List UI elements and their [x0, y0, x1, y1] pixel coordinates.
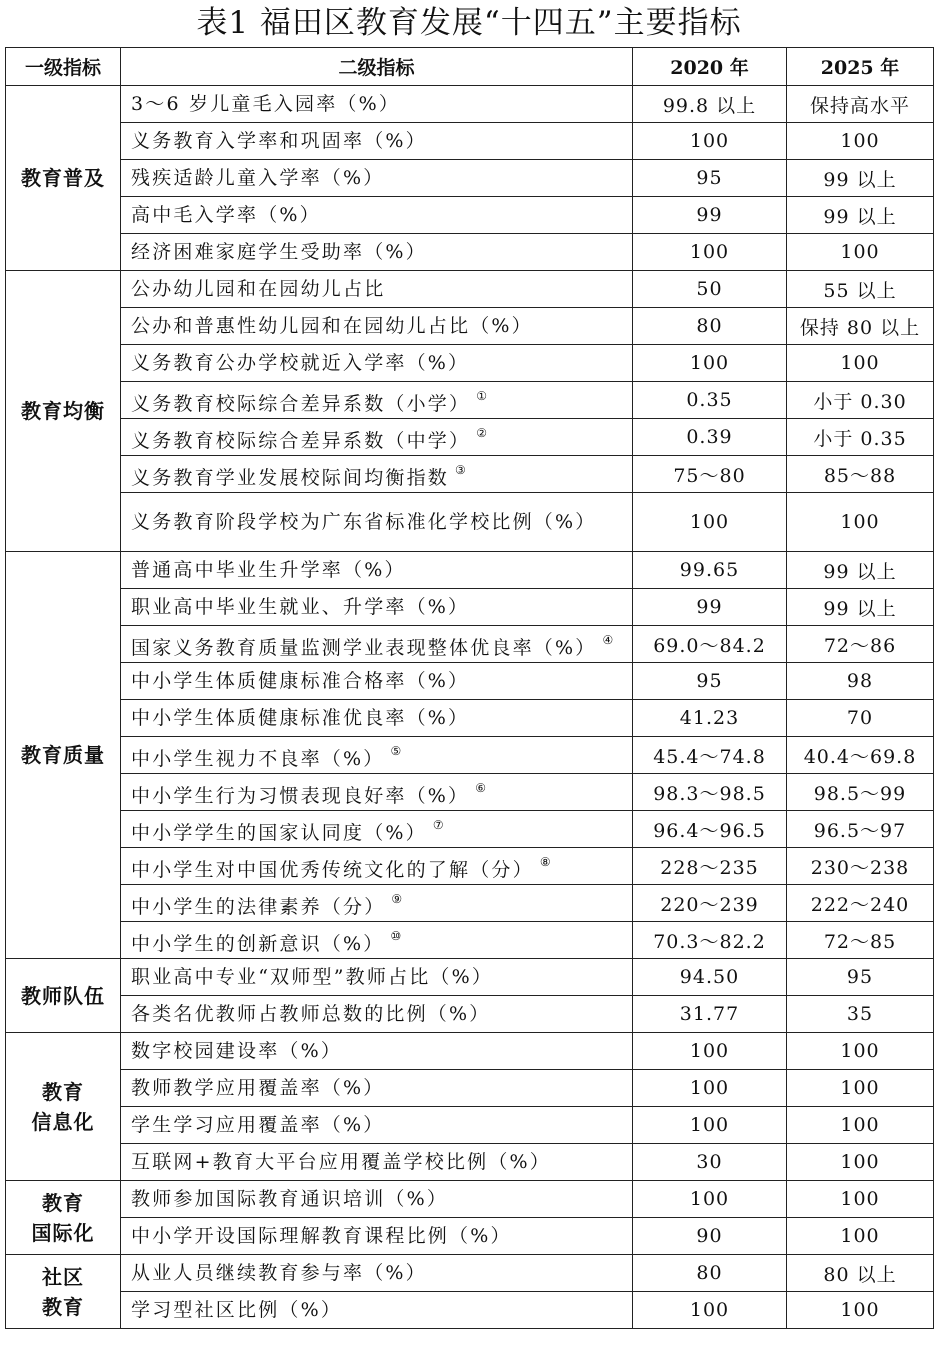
indicator-label: 中小学生的创新意识（%）	[131, 932, 385, 955]
value-2025: 99 以上	[787, 589, 934, 626]
indicator-cell	[121, 885, 633, 922]
value-2020: 99	[633, 589, 787, 626]
indicator-cell	[121, 234, 633, 271]
indicator-cell	[121, 123, 633, 160]
value-2025: 85～88	[787, 456, 934, 493]
value-2020: 95	[633, 663, 787, 700]
value-2020: 228～235	[633, 848, 787, 885]
footnote-mark: ⑧	[539, 854, 551, 869]
value-2025: 70	[787, 700, 934, 737]
category-label: 教育普及	[21, 166, 105, 190]
value-2025: 98.5～99	[787, 774, 934, 811]
table-row	[6, 811, 934, 848]
indicator-cell	[121, 1218, 633, 1255]
indicator-label: 中小学学生的国家认同度（%）	[131, 821, 427, 844]
category-label: 社区 教育	[42, 1264, 84, 1319]
value-2025: 72～85	[787, 922, 934, 959]
indicator-label: 义务教育学业发展校际间均衡指数	[131, 466, 450, 489]
indicator-label: 3～6 岁儿童毛入园率（%）	[131, 92, 401, 115]
value-2025: 100	[787, 345, 934, 382]
value-2020: 99	[633, 197, 787, 234]
value-2025: 小于 0.30	[787, 382, 934, 419]
table-row	[6, 996, 934, 1033]
indicator-label: 教师教学应用覆盖率（%）	[131, 1076, 385, 1099]
table-row	[6, 456, 934, 493]
footnote-mark: ④	[602, 632, 614, 647]
indicator-label: 数字校园建设率（%）	[131, 1039, 343, 1062]
indicator-cell	[121, 589, 633, 626]
indicator-label: 义务教育入学率和巩固率（%）	[131, 129, 427, 152]
table-row	[6, 1292, 934, 1329]
value-2025: 100	[787, 1218, 934, 1255]
header-row	[6, 48, 934, 86]
header-level2: 二级指标	[121, 48, 633, 86]
indicator-label: 教师参加国际教育通识培训（%）	[131, 1187, 449, 1210]
value-2020: 100	[633, 1033, 787, 1070]
value-2025: 小于 0.35	[787, 419, 934, 456]
value-2025: 100	[787, 1144, 934, 1181]
value-2025: 100	[787, 1292, 934, 1329]
value-2025: 96.5～97	[787, 811, 934, 848]
value-2025: 80 以上	[787, 1255, 934, 1292]
table-row	[6, 345, 934, 382]
indicator-cell	[121, 1181, 633, 1218]
value-2020: 80	[633, 308, 787, 345]
value-2020: 30	[633, 1144, 787, 1181]
table-row	[6, 197, 934, 234]
header-level1: 一级指标	[6, 48, 121, 86]
indicator-cell	[121, 86, 633, 123]
footnote-mark: ⑤	[390, 743, 402, 758]
category-cell	[6, 86, 121, 271]
value-2025: 100	[787, 493, 934, 552]
category-label: 教育均衡	[21, 399, 105, 423]
category-cell	[6, 1255, 121, 1329]
value-2025: 98	[787, 663, 934, 700]
header-2020: 2020 年	[633, 48, 787, 86]
value-2020: 31.77	[633, 996, 787, 1033]
indicator-label: 义务教育校际综合差异系数（中学）	[131, 429, 471, 452]
table-row	[6, 271, 934, 308]
indicator-cell	[121, 811, 633, 848]
footnote-mark: ⑩	[390, 928, 402, 943]
indicator-label: 从业人员继续教育参与率（%）	[131, 1261, 427, 1284]
footnote-mark: ⑦	[432, 817, 444, 832]
table-body	[6, 86, 934, 1329]
indicator-label: 中小学生视力不良率（%）	[131, 747, 385, 770]
indicator-label: 国家义务教育质量监测学业表现整体优良率（%）	[131, 636, 597, 659]
category-label: 教师队伍	[21, 983, 105, 1008]
header-2025: 2025 年	[787, 48, 934, 86]
indicator-cell	[121, 1144, 633, 1181]
category-cell	[6, 552, 121, 959]
category-cell	[6, 1033, 121, 1181]
indicator-label: 义务教育公办学校就近入学率（%）	[131, 351, 470, 374]
value-2020: 70.3～82.2	[633, 922, 787, 959]
table-row	[6, 234, 934, 271]
table-row	[6, 1144, 934, 1181]
indicator-label: 公办和普惠性幼儿园和在园幼儿占比（%）	[131, 314, 533, 337]
value-2025: 保持高水平	[787, 86, 934, 123]
value-2025: 100	[787, 1070, 934, 1107]
indicator-cell	[121, 271, 633, 308]
category-label: 教育 信息化	[31, 1079, 95, 1134]
footnote-mark: ③	[455, 462, 466, 477]
indicator-label: 学生学习应用覆盖率（%）	[131, 1113, 385, 1136]
table-row	[6, 1033, 934, 1070]
value-2020: 96.4～96.5	[633, 811, 787, 848]
indicator-cell	[121, 308, 633, 345]
table-row	[6, 1107, 934, 1144]
table-row	[6, 86, 934, 123]
indicator-cell	[121, 663, 633, 700]
indicator-cell	[121, 552, 633, 589]
value-2020: 100	[633, 1070, 787, 1107]
indicator-cell	[121, 626, 633, 663]
indicator-label: 学习型社区比例（%）	[131, 1298, 343, 1321]
indicator-label: 中小学生对中国优秀传统文化的了解（分）	[131, 858, 534, 881]
table-row	[6, 419, 934, 456]
value-2020: 80	[633, 1255, 787, 1292]
indicator-cell	[121, 737, 633, 774]
indicator-label: 各类名优教师占教师总数的比例（%）	[131, 1002, 491, 1025]
indicator-cell	[121, 848, 633, 885]
table-row	[6, 737, 934, 774]
value-2020: 99.65	[633, 552, 787, 589]
table-title: 表1 福田区教育发展“十四五”主要指标	[196, 5, 742, 41]
indicator-label: 互联网+教育大平台应用覆盖学校比例（%）	[131, 1150, 551, 1173]
value-2025: 100	[787, 123, 934, 160]
indicator-cell	[121, 996, 633, 1033]
indicator-cell	[121, 1070, 633, 1107]
indicator-cell	[121, 1033, 633, 1070]
table-row	[6, 922, 934, 959]
value-2020: 50	[633, 271, 787, 308]
table-row	[6, 663, 934, 700]
value-2020: 69.0～84.2	[633, 626, 787, 663]
indicator-label: 职业高中专业“双师型”教师占比（%）	[131, 965, 494, 988]
value-2025: 99 以上	[787, 552, 934, 589]
indicator-cell	[121, 382, 633, 419]
value-2025: 100	[787, 1107, 934, 1144]
value-2020: 90	[633, 1218, 787, 1255]
value-2025: 222～240	[787, 885, 934, 922]
indicator-cell	[121, 959, 633, 996]
value-2020: 100	[633, 345, 787, 382]
table-row	[6, 626, 934, 663]
table-row	[6, 493, 934, 552]
value-2025: 55 以上	[787, 271, 934, 308]
category-cell	[6, 959, 121, 1033]
table-row	[6, 382, 934, 419]
indicator-label: 中小学生的法律素养（分）	[131, 895, 386, 918]
value-2025: 100	[787, 234, 934, 271]
footnote-mark: ⑥	[475, 780, 487, 795]
value-2020: 100	[633, 234, 787, 271]
value-2020: 99.8 以上	[633, 86, 787, 123]
value-2020: 100	[633, 493, 787, 552]
value-2020: 220～239	[633, 885, 787, 922]
table-row	[6, 1070, 934, 1107]
indicator-cell	[121, 493, 633, 552]
table-row	[6, 774, 934, 811]
value-2020: 98.3～98.5	[633, 774, 787, 811]
value-2025: 99 以上	[787, 197, 934, 234]
value-2020: 100	[633, 1181, 787, 1218]
table-row	[6, 700, 934, 737]
indicator-cell	[121, 1255, 633, 1292]
table-row	[6, 1255, 934, 1292]
value-2020: 95	[633, 160, 787, 197]
indicator-cell	[121, 197, 633, 234]
value-2025: 100	[787, 1033, 934, 1070]
category-cell	[6, 1181, 121, 1255]
indicator-cell	[121, 160, 633, 197]
value-2025: 72～86	[787, 626, 934, 663]
indicator-cell	[121, 1292, 633, 1329]
footnote-mark: ②	[476, 425, 487, 440]
indicator-cell	[121, 1107, 633, 1144]
indicator-cell	[121, 922, 633, 959]
table-row	[6, 1181, 934, 1218]
footnote-mark: ①	[476, 388, 487, 403]
value-2020: 94.50	[633, 959, 787, 996]
value-2025: 99 以上	[787, 160, 934, 197]
indicator-label: 义务教育校际综合差异系数（小学）	[131, 392, 471, 415]
value-2025: 230～238	[787, 848, 934, 885]
value-2020: 0.35	[633, 382, 787, 419]
table-row	[6, 552, 934, 589]
value-2025: 100	[787, 1181, 934, 1218]
indicator-label: 中小学生行为习惯表现良好率（%）	[131, 784, 470, 807]
category-label: 教育质量	[21, 743, 105, 767]
table-row	[6, 1218, 934, 1255]
category-cell	[6, 271, 121, 552]
indicator-cell	[121, 700, 633, 737]
indicators-table	[5, 47, 934, 1329]
indicator-label: 中小学开设国际理解教育课程比例（%）	[131, 1224, 512, 1247]
value-2020: 41.23	[633, 700, 787, 737]
value-2020: 100	[633, 123, 787, 160]
indicator-label: 义务教育阶段学校为广东省标准化学校比例（%）	[131, 510, 597, 533]
indicator-label: 中小学生体质健康标准合格率（%）	[131, 669, 470, 692]
table-row	[6, 885, 934, 922]
value-2025: 保持 80 以上	[787, 308, 934, 345]
indicator-label: 残疾适龄儿童入学率（%）	[131, 166, 385, 189]
indicator-label: 经济困难家庭学生受助率（%）	[131, 240, 427, 263]
footnote-mark: ⑨	[391, 891, 403, 906]
indicator-label: 公办幼儿园和在园幼儿占比	[131, 277, 386, 300]
table-row	[6, 308, 934, 345]
indicator-cell	[121, 345, 633, 382]
table-row	[6, 589, 934, 626]
table-row	[6, 848, 934, 885]
value-2020: 75～80	[633, 456, 787, 493]
value-2020: 45.4～74.8	[633, 737, 787, 774]
indicator-label: 中小学生体质健康标准优良率（%）	[131, 706, 470, 729]
category-label: 教育 国际化	[31, 1190, 95, 1245]
indicator-cell	[121, 419, 633, 456]
value-2020: 100	[633, 1107, 787, 1144]
value-2020: 100	[633, 1292, 787, 1329]
indicator-cell	[121, 774, 633, 811]
value-2025: 35	[787, 996, 934, 1033]
indicator-label: 职业高中毕业生就业、升学率（%）	[131, 595, 470, 618]
value-2020: 0.39	[633, 419, 787, 456]
indicator-cell	[121, 456, 633, 493]
table-row	[6, 123, 934, 160]
indicator-label: 普通高中毕业生升学率（%）	[131, 558, 406, 581]
value-2025: 40.4～69.8	[787, 737, 934, 774]
table-row	[6, 160, 934, 197]
value-2025: 95	[787, 959, 934, 996]
indicator-label: 高中毛入学率（%）	[131, 203, 321, 226]
table-row	[6, 959, 934, 996]
